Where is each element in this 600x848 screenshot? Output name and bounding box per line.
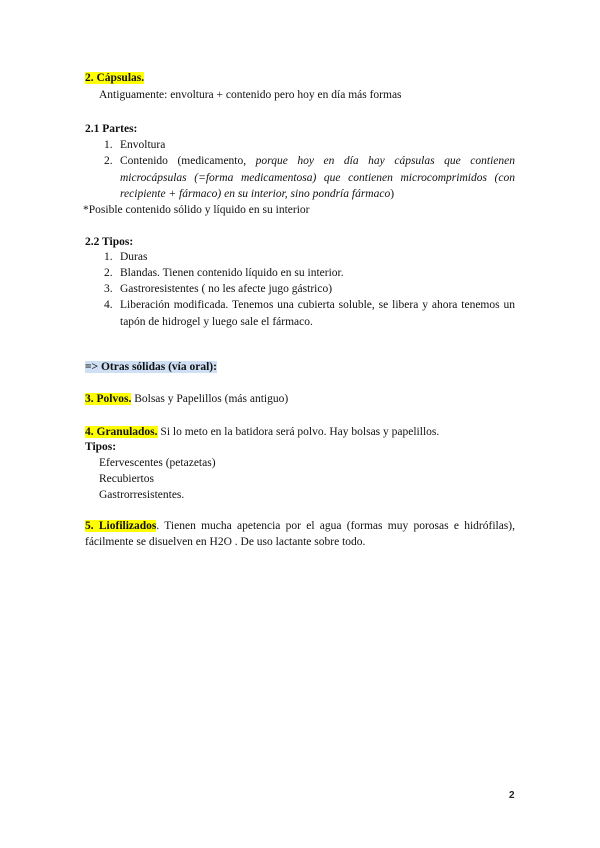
list-item: 2. Blandas. Tienen contenido líquido en su interior. (104, 267, 344, 279)
otras-heading-line (85, 359, 515, 375)
polvos-heading: 3. Polvos. (85, 393, 132, 405)
capsulas-heading: 2. Cápsulas. (85, 72, 145, 84)
capsulas-heading-line (85, 70, 515, 86)
granulados-text: Si lo meto en la batidora será polvo. Hay bolsas y papelillos. (157, 426, 440, 438)
list-item: 1. Duras (104, 251, 148, 263)
list-item: 2. Contenido (medicamento, porque hoy en día hay cápsulas que contienen microcápsulas (=forma medicamentosa) que contienen microcomprimidos (con recipiente + fármaco) en su interior, sino pondría fármaco) (104, 155, 515, 200)
page-number: 2 (509, 790, 515, 801)
partes-list (85, 137, 515, 203)
list-item: 3. Gastroresistentes ( no les afecte jugo gástrico) (104, 283, 333, 295)
tipos-heading: 2.2 Tipos: (85, 236, 134, 248)
list-item: 1. Envoltura (104, 139, 166, 151)
tipos-list (85, 249, 515, 331)
granulados-heading: 4. Granulados. (85, 426, 158, 438)
partes-heading: 2.1 Partes: (85, 123, 138, 135)
granulados-line (85, 424, 515, 440)
granulados-tipo-item: Gastrorresistentes. (99, 489, 185, 501)
partes-note: *Posible contenido sólido y líquido en su interior (83, 204, 310, 216)
liofilizados-heading: 5. Liofilizados (85, 520, 157, 532)
granulados-tipo-item: Efervescentes (petazetas) (99, 457, 216, 469)
liofilizados-paragraph (85, 518, 515, 550)
granulados-tipos-label: Tipos: (85, 441, 117, 453)
capsulas-intro: Antiguamente: envoltura + contenido pero hoy en día más formas (99, 89, 402, 101)
otras-heading: => Otras sólidas (vía oral): (85, 361, 217, 373)
polvos-line (85, 391, 515, 407)
liofilizados-text: . Tienen mucha apetencia por el agua (formas muy porosas e hidrófilas), fácilmente se disuelven en H2O . De uso lactante sobre todo. (85, 520, 515, 548)
granulados-tipo-item: Recubiertos (99, 473, 154, 485)
polvos-text: Bolsas y Papelillos (más antiguo) (131, 393, 289, 405)
list-item: 4. Liberación modificada. Tenemos una cubierta soluble, se libera y ahora tenemos un tapón de hidrogel y luego sale el fármaco. (104, 299, 515, 328)
